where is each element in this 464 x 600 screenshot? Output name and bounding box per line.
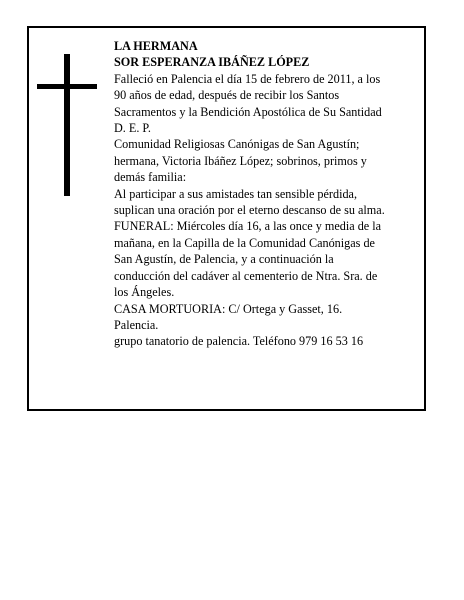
funeral-line-4: conducción del cadáver al cementerio de Ntra. Sra. de: [114, 268, 378, 283]
death-announcement-line-2: 90 años de edad, después de recibir los Santos: [114, 88, 340, 103]
death-announcement-line-3: Sacramentos y la Bendición Apostólica de Su Santidad: [114, 104, 382, 119]
funeral-line-1: FUNERAL: Miércoles día 16, a las once y media de la: [114, 219, 382, 234]
family-line-1: Comunidad Religiosas Canónigas de San Agustín;: [114, 137, 360, 152]
funeral-line-3: San Agustín, de Palencia, y a continuación la: [114, 252, 334, 267]
obituary-text: [114, 38, 420, 350]
death-announcement-line-1: Falleció en Palencia el día 15 de febrero de 2011, a los: [114, 71, 381, 86]
funeral-line-2: mañana, en la Capilla de la Comunidad Canónigas de: [114, 235, 375, 250]
funeral-line-5: los Ángeles.: [114, 285, 175, 300]
prayer-request-line-2: suplican una oración por el eterno descanso de su alma.: [114, 203, 385, 218]
heading-line-2: SOR ESPERANZA IBÁÑEZ LÓPEZ: [114, 55, 310, 70]
cross-vertical-bar: [64, 54, 70, 196]
prayer-request-line-1: Al participar a sus amistades tan sensible pérdida,: [114, 186, 358, 201]
funeral-home-line: grupo tanatorio de palencia. Teléfono 979 16 53 16: [114, 334, 364, 349]
family-line-2: hermana, Victoria Ibáñez López; sobrinos, primos y: [114, 153, 367, 168]
mortuary-line-2: Palencia.: [114, 317, 159, 332]
cross-horizontal-bar: [37, 84, 97, 89]
family-line-3: demás familia:: [114, 170, 187, 185]
cross-icon: [37, 54, 97, 196]
death-announcement-line-4: D. E. P.: [114, 121, 151, 136]
heading-line-1: LA HERMANA: [114, 39, 198, 53]
mortuary-line-1: CASA MORTUORIA: C/ Ortega y Gasset, 16.: [114, 301, 343, 316]
